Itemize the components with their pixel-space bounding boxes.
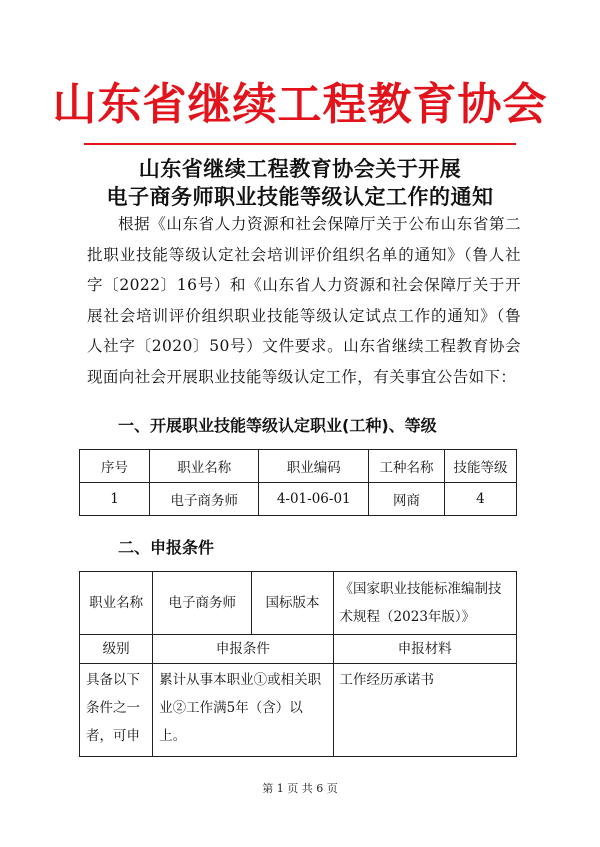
table-row	[80, 483, 517, 516]
header-cell: 序号	[80, 450, 150, 483]
standard-label-cell: 国标版本	[252, 572, 333, 635]
header-cell: 申报材料	[333, 635, 516, 664]
condition-cell: 累计从事本职业①或相关职业②工作满5年（含）以上。	[153, 664, 333, 757]
header-cell: 级别	[80, 635, 153, 664]
page-number: 第 1 页 共 6 页	[262, 782, 338, 795]
header-cell: 工种名称	[368, 450, 444, 483]
column-header-row	[80, 635, 517, 664]
material-cell: 工作经历承诺书	[333, 664, 516, 757]
occupation-label-cell: 职业名称	[80, 572, 153, 635]
document-title-line-2: 电子商务师职业技能等级认定工作的通知	[106, 185, 494, 209]
table-cell: 4-01-06-01	[259, 483, 369, 516]
level-cell: 具备以下条件之一者，可申	[80, 664, 153, 757]
table-header-row	[80, 450, 517, 483]
application-conditions-table	[79, 571, 517, 757]
header-cell: 职业名称	[150, 450, 259, 483]
header-cell: 职业编码	[259, 450, 369, 483]
intro-paragraph: 根据《山东省人力资源和社会保障厅关于公布山东省第二批职业技能等级认定社会培训评价组织名单的通知》（鲁人社字〔2022〕16号）和《山东省人力资源和社会保障厅关于开展社会培训评价组织职业技能等级认定试点工作的通知》（鲁人社字〔2020〕50号）文件要求。山东省继续工程教育协会现面向社会开展职业技能等级认定工作，有关事宜公告如下：	[87, 215, 521, 386]
header-cell: 技能等级	[444, 450, 516, 483]
occupation-level-table	[79, 449, 517, 516]
section-2-heading: 二、申报条件	[118, 538, 215, 557]
table-cell: 电子商务师	[150, 483, 259, 516]
occupation-value-cell: 电子商务师	[153, 572, 252, 635]
header-cell: 申报条件	[153, 635, 333, 664]
letterhead-title: 山东省继续工程教育协会	[52, 79, 548, 130]
section-1-heading: 一、开展职业技能等级认定职业(工种)、等级	[118, 416, 437, 435]
table-cell: 4	[444, 483, 516, 516]
document-title-line-1: 山东省继续工程教育协会关于开展	[138, 157, 462, 181]
table-cell: 1	[80, 483, 150, 516]
occupation-info-row	[80, 572, 517, 635]
standard-value-cell: 《国家职业技能标准编制技术规程（2023年版）》	[333, 572, 516, 635]
intro-paragraph-block	[87, 209, 521, 392]
table-cell: 网商	[368, 483, 444, 516]
table-row	[80, 664, 517, 757]
letterhead-divider	[84, 143, 516, 145]
